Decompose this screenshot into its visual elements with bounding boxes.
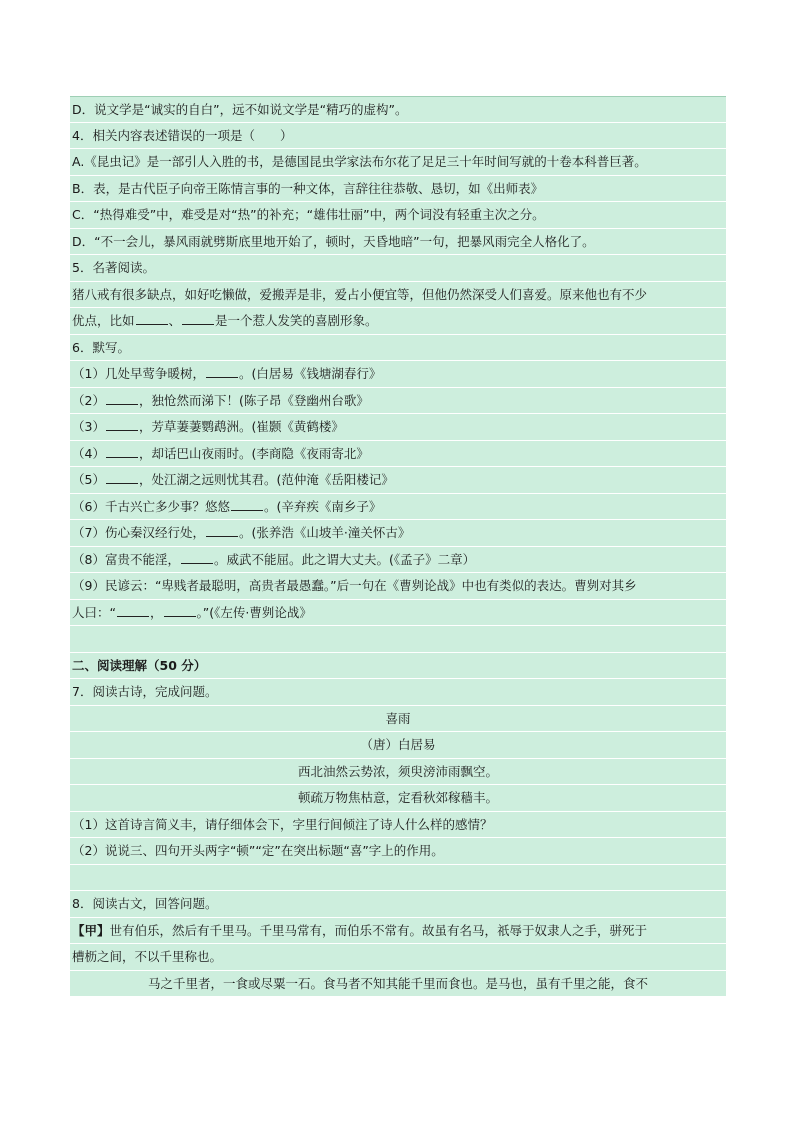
question-text: 、 — [168, 313, 182, 328]
item-text: ， — [149, 604, 163, 620]
item-text: 。威武不能屈。此之谓大丈夫。(《孟子》二章） — [213, 551, 476, 567]
option-d-previous — [70, 96, 726, 123]
answer-blank — [106, 416, 138, 431]
answer-blank — [206, 363, 238, 378]
blank-row — [70, 626, 726, 653]
question-6-item-2 — [70, 388, 726, 415]
question-stem: 5．名著阅读。 — [72, 260, 155, 275]
question-stem: 4．相关内容表述错误的一项是（ ） — [72, 127, 293, 143]
item-text: ，独怆然而涕下！(陈子昂《登幽州台歌》 — [138, 392, 369, 408]
question-6-item-4 — [70, 441, 726, 468]
question-7-sub-1 — [70, 812, 726, 839]
sub-question-text: （2）说说三、四句开头两字“顿”“定”在突出标题“喜”字上的作用。 — [72, 843, 444, 858]
exam-page-content — [70, 96, 726, 997]
item-text: （4） — [72, 445, 105, 461]
question-5-text-line-1 — [70, 282, 726, 309]
question-7 — [70, 679, 726, 706]
question-7-sub-2 — [70, 838, 726, 865]
item-text: （6）千古兴亡多少事？悠悠 — [72, 498, 230, 514]
question-6-item-6 — [70, 494, 726, 521]
answer-blank — [106, 469, 138, 484]
answer-blank — [117, 602, 149, 617]
option-text: C．“热得难受”中，难受是对“热”的补充；“雄伟壮丽”中，两个词没有轻重主次之分。 — [72, 207, 545, 222]
question-stem: 6．默写。 — [72, 339, 130, 355]
answer-blank — [136, 310, 168, 325]
poem-author-text: （唐）白居易 — [360, 737, 436, 752]
section-2-heading — [70, 653, 726, 680]
item-text: ，却话巴山夜雨时。(李商隐《夜雨寄北》 — [138, 445, 369, 461]
answer-blank — [231, 496, 263, 511]
item-text: （7）伤心秦汉经行处， — [72, 525, 205, 540]
answer-blank — [106, 443, 138, 458]
passage-text: 槽枥之间，不以千里称也。 — [72, 949, 223, 964]
passage-jia-line-1 — [70, 918, 726, 945]
question-4-option-a — [70, 149, 726, 176]
item-text: （5） — [72, 472, 105, 487]
question-6-item-9-line-2 — [70, 600, 726, 627]
question-6-item-8 — [70, 547, 726, 574]
answer-blank — [182, 310, 214, 325]
item-text: （3） — [72, 419, 105, 434]
blank-row — [70, 865, 726, 892]
answer-blank — [164, 602, 196, 617]
answer-blank — [181, 549, 213, 564]
answer-blank — [206, 522, 238, 537]
item-text: 。(白居易《钱塘湖春行》 — [238, 366, 382, 381]
question-4-option-c — [70, 202, 726, 229]
item-text: （1）几处早莺争暖树， — [72, 366, 205, 381]
question-4-option-b — [70, 176, 726, 203]
item-text: （9）民谚云：“卑贱者最聪明，高贵者最愚蠢。”后一句在《曹刿论战》中也有类似的表达。曹刿对其乡 — [72, 578, 637, 593]
option-text: A.《昆虫记》是一部引人入胜的书，是德国昆虫学家法布尔花了足足三十年时间写就的十卷本科普巨著。 — [72, 154, 647, 169]
poem-line-text: 西北油然云势浓，须臾滂沛雨飘空。 — [297, 763, 498, 779]
poem-line-2 — [70, 785, 726, 812]
question-text: 优点，比如 — [72, 313, 135, 328]
poem-title — [70, 706, 726, 733]
question-4 — [70, 123, 726, 150]
question-4-option-d — [70, 229, 726, 256]
question-5-text-line-2 — [70, 308, 726, 335]
passage-jia-line-2 — [70, 944, 726, 971]
question-text: 是一个惹人发笑的喜剧形象。 — [215, 313, 378, 328]
item-text: 。(张养浩《山坡羊·潼关怀古》 — [238, 525, 411, 540]
option-text: D．“不一会儿，暴风雨就劈斯底里地开始了，顿时，天昏地暗”一句，把暴风雨完全人格化了。 — [72, 233, 595, 249]
item-text: （8）富贵不能淫， — [72, 551, 180, 567]
answer-blank — [106, 390, 138, 405]
question-stem: 7．阅读古诗，完成问题。 — [72, 684, 218, 699]
item-text: （2） — [72, 392, 105, 408]
question-stem: 8．阅读古文，回答问题。 — [72, 896, 218, 911]
option-text: D．说文学是“诚实的自白”，远不如说文学是“精巧的虚构”。 — [72, 102, 408, 117]
question-6-item-9-line-1 — [70, 573, 726, 600]
passage-text: 世有伯乐，然后有千里马。千里马常有，而伯乐不常有。故虽有名马，祇辱于奴隶人之手，骈死于 — [109, 922, 648, 938]
passage-tag: 【甲】 — [72, 922, 110, 938]
passage-jia-line-3 — [70, 971, 726, 998]
poem-line-1 — [70, 759, 726, 786]
item-text: ，处江湖之远则忧其君。(范仲淹《岳阳楼记》 — [138, 472, 394, 487]
question-6-item-3 — [70, 414, 726, 441]
passage-text: 马之千里者，一食或尽粟一石。食马者不知其能千里而食也。是马也，虽有千里之能，食不 — [148, 975, 649, 991]
question-6-item-1 — [70, 361, 726, 388]
item-text: ，芳草萋萋鹦鹉洲。(崔颢《黄鹤楼》 — [138, 419, 344, 434]
section-title: 二、阅读理解（50 分） — [72, 657, 207, 673]
sub-question-text: （1）这首诗言简义丰，请仔细体会下，字里行间倾注了诗人什么样的感情？ — [72, 816, 493, 832]
question-6-item-7 — [70, 520, 726, 547]
poem-author — [70, 732, 726, 759]
poem-line-text: 顿疏万物焦枯意，定看秋郊稼穑丰。 — [297, 790, 498, 805]
question-8 — [70, 891, 726, 918]
question-6 — [70, 335, 726, 362]
poem-title-text: 喜雨 — [385, 710, 411, 726]
item-text: 。(辛弃疾《南乡子》 — [263, 498, 382, 514]
question-6-item-5 — [70, 467, 726, 494]
item-text: 人曰：“ — [72, 604, 116, 620]
question-5 — [70, 255, 726, 282]
option-text: B．表，是古代臣子向帝王陈情言事的一种文体，言辞往往恭敬、恳切，如《出师表》 — [72, 180, 544, 196]
question-text: 猪八戒有很多缺点，如好吃懒做，爱搬弄是非，爱占小便宜等，但他仍然深受人们喜爱。原来他也有不少 — [72, 286, 648, 302]
item-text: 。”(《左传·曹刿论战》 — [196, 604, 312, 620]
